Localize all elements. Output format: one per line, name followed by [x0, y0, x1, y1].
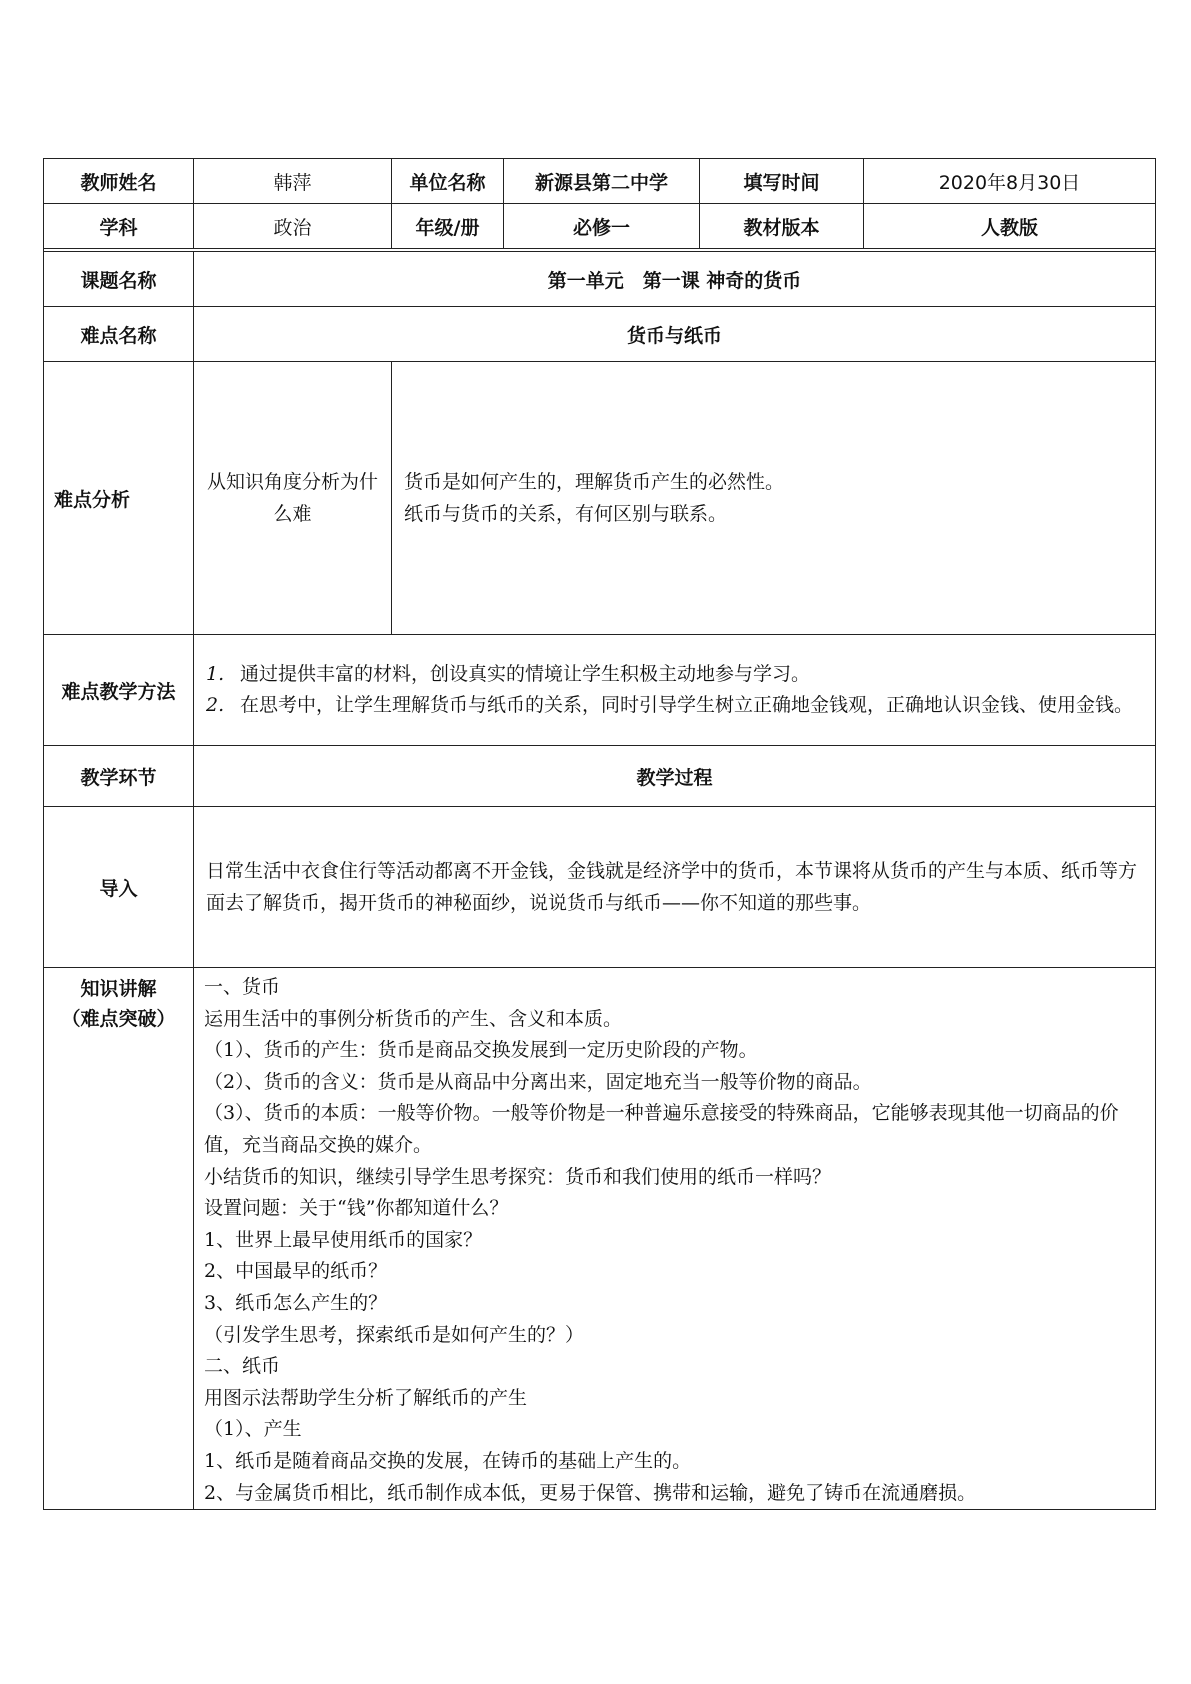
knowledge-content	[194, 968, 1156, 1510]
topic-label: 课题名称	[44, 252, 194, 307]
process-header-row	[44, 746, 1156, 807]
knowledge-line: 运用生活中的事例分析货币的产生、含义和本质。	[204, 1007, 623, 1030]
date-label: 填写时间	[700, 159, 864, 204]
process-label: 教学过程	[194, 746, 1156, 807]
unit-value: 新源县第二中学	[504, 159, 700, 204]
knowledge-line: 2、与金属货币相比，纸币制作成本低，更易于保管、携带和运输，避免了铸币在流通磨损。	[204, 1481, 977, 1504]
analysis-sub-label: 从知识角度分析为什么难	[194, 362, 392, 635]
methods-row	[44, 635, 1156, 746]
lesson-plan-form	[43, 158, 1155, 1510]
grade-label: 年级/册	[392, 204, 504, 249]
edition-label: 教材版本	[700, 204, 864, 249]
intro-label: 导入	[44, 807, 194, 968]
methods-content	[194, 635, 1156, 746]
intro-row	[44, 807, 1156, 968]
difficulty-row	[44, 307, 1156, 362]
knowledge-line: 1、纸币是随着商品交换的发展，在铸币的基础上产生的。	[204, 1449, 692, 1472]
knowledge-line: （1）、产生	[204, 1418, 302, 1441]
knowledge-line: 一、货币	[204, 976, 281, 998]
topic-row	[44, 252, 1156, 307]
subject-value: 政治	[194, 204, 392, 249]
method-text: 在思考中，让学生理解货币与纸币的关系，同时引导学生树立正确地金钱观，正确地认识金钱、使用金钱。	[240, 694, 1134, 716]
method-text: 通过提供丰富的材料，创设真实的情境让学生积极主动地参与学习。	[240, 663, 811, 685]
knowledge-line: （2）、货币的含义：货币是从商品中分离出来，固定地充当一般等价物的商品。	[204, 1070, 872, 1093]
method-item	[206, 690, 1143, 721]
knowledge-line: 小结货币的知识，继续引导学生思考探究：货币和我们使用的纸币一样吗？	[204, 1165, 832, 1188]
knowledge-line: 设置问题：关于“钱”你都知道什么？	[204, 1197, 509, 1220]
grade-value: 必修一	[504, 204, 700, 249]
analysis-line: 纸币与货币的关系，有何区别与联系。	[404, 503, 728, 525]
method-number: 2.	[206, 694, 225, 716]
teacher-value: 韩萍	[194, 159, 392, 204]
knowledge-line: 1、世界上最早使用纸币的国家？	[204, 1228, 483, 1251]
intro-text: 日常生活中衣食住行等活动都离不开金钱，金钱就是经济学中的货币，本节课将从货币的产生与本质、纸币等方面去了解货币，揭开货币的神秘面纱，说说货币与纸币——你不知道的那些事。	[194, 807, 1156, 968]
knowledge-line: 2、中国最早的纸币？	[204, 1260, 388, 1283]
knowledge-label	[44, 968, 194, 1510]
knowledge-label-line1: 知识讲解	[80, 978, 157, 1000]
difficulty-value: 货币与纸币	[194, 307, 1156, 362]
process-stage-label: 教学环节	[44, 746, 194, 807]
knowledge-line: 3、纸币怎么产生的？	[204, 1291, 388, 1314]
analysis-content	[392, 362, 1156, 635]
method-item	[206, 659, 1143, 690]
knowledge-label-line2: （难点突破）	[61, 1008, 176, 1030]
analysis-line: 货币是如何产生的，理解货币产生的必然性。	[404, 471, 785, 493]
methods-label: 难点教学方法	[44, 635, 194, 746]
knowledge-line: 用图示法帮助学生分析了解纸币的产生	[204, 1386, 528, 1409]
header-row-1	[44, 159, 1156, 204]
teacher-label: 教师姓名	[44, 159, 194, 204]
analysis-row	[44, 362, 1156, 635]
analysis-label: 难点分析	[44, 362, 194, 635]
knowledge-line: （引发学生思考，探索纸币是如何产生的？）	[204, 1323, 585, 1346]
unit-label: 单位名称	[392, 159, 504, 204]
date-value: 2020年8月30日	[864, 159, 1156, 204]
method-number: 1.	[206, 663, 225, 685]
knowledge-line: （3）、货币的本质：一般等价物。一般等价物是一种普遍乐意接受的特殊商品，它能够表现其他一切商品的价值，充当商品交换的媒介。	[204, 1102, 1119, 1156]
subject-label: 学科	[44, 204, 194, 249]
header-row-2	[44, 204, 1156, 249]
difficulty-label: 难点名称	[44, 307, 194, 362]
knowledge-line: （1）、货币的产生：货币是商品交换发展到一定历史阶段的产物。	[204, 1039, 758, 1062]
topic-value: 第一单元 第一课 神奇的货币	[194, 252, 1156, 307]
knowledge-row	[44, 968, 1156, 1510]
knowledge-line: 二、纸币	[204, 1355, 281, 1378]
edition-value: 人教版	[864, 204, 1156, 249]
lesson-plan-table	[43, 158, 1156, 1510]
